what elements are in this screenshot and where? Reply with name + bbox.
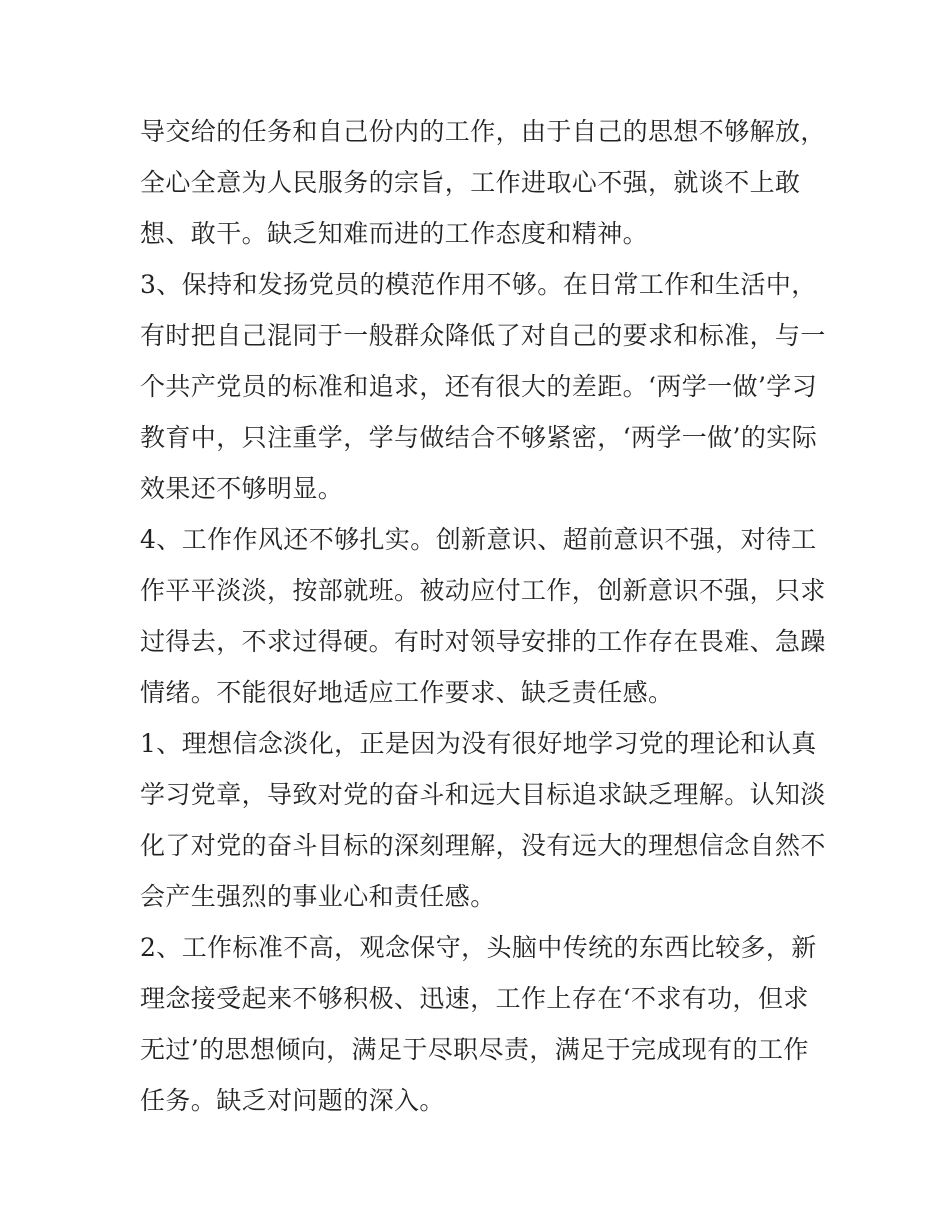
text-line: 全心全意为人民服务的宗旨，工作进取心不强，就谈不上敢 xyxy=(140,168,801,197)
text-line: 作平平淡淡，按部就班。被动应付工作，创新意识不强，只求 xyxy=(140,576,826,605)
text-line: 4、工作作风还不够扎实。创新意识、超前意识不强，对待工 xyxy=(140,525,817,554)
text-line: 理念接受起来不够积极、迅速，工作上存在‘不求有功，但求 xyxy=(140,984,809,1013)
text-line: 任务。缺乏对问题的深入。 xyxy=(140,1086,445,1115)
text-line: 个共产党员的标准和追求，还有很大的差距。‘两学一做’学习 xyxy=(140,372,818,401)
text-line: 有时把自己混同于一般群众降低了对自己的要求和标准，与一 xyxy=(140,321,826,350)
text-line: 教育中，只注重学，学与做结合不够紧密，‘两学一做’的实际 xyxy=(140,423,818,452)
text-line: 导交给的任务和自己份内的工作，由于自己的思想不够解放， xyxy=(140,117,826,146)
text-line: 1、理想信念淡化，正是因为没有很好地学习党的理论和认真 xyxy=(140,729,817,758)
document-body xyxy=(140,106,826,1126)
text-line: 情绪。不能很好地适应工作要求、缺乏责任感。 xyxy=(140,678,674,707)
text-line: 会产生强烈的事业心和责任感。 xyxy=(140,882,496,911)
text-line: 2、工作标准不高，观念保守，头脑中传统的东西比较多，新 xyxy=(140,933,817,962)
text-line: 效果还不够明显。 xyxy=(140,474,344,503)
text-line: 化了对党的奋斗目标的深刻理解，没有远大的理想信念自然不 xyxy=(140,831,826,860)
text-line: 过得去，不求过得硬。有时对领导安排的工作存在畏难、急躁 xyxy=(140,627,826,656)
text-line: 3、保持和发扬党员的模范作用不够。在日常工作和生活中， xyxy=(140,270,817,299)
text-line: 想、敢干。缺乏知难而进的工作态度和精神。 xyxy=(140,219,649,248)
text-line: 无过’的思想倾向，满足于尽职尽责，满足于完成现有的工作 xyxy=(140,1035,809,1064)
text-line: 学习党章，导致对党的奋斗和远大目标追求缺乏理解。认知淡 xyxy=(140,780,826,809)
